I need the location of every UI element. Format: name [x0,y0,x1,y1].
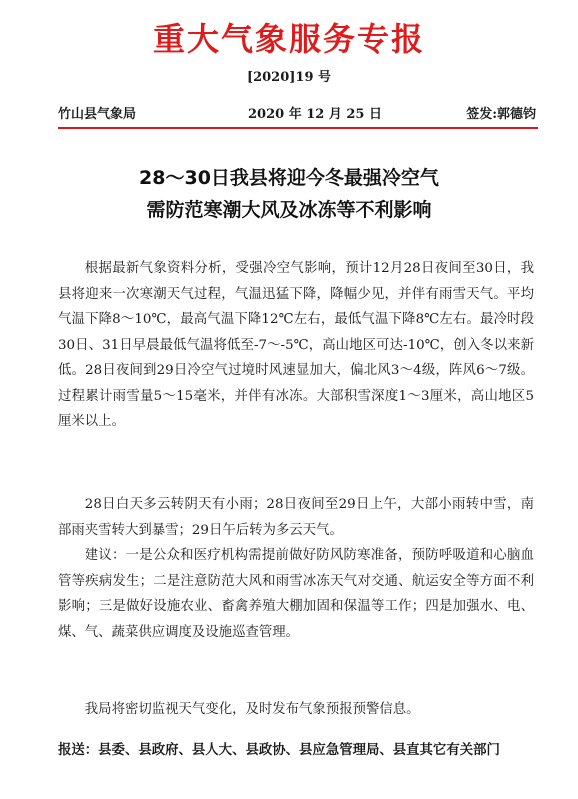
headline-line-1: 28～30日我县将迎今冬最强冷空气 [139,167,439,189]
distribution-list: 报送：县委、县政府、县人大、县政协、县应急管理局、县直其它有关部门 [58,742,500,758]
issuer-name: 竹山县气象局 [58,107,137,122]
document-number: [2020]19 号 [246,70,332,85]
body-paragraph-advice: 建议：一是公众和医疗机构需提前做好防风防寒准备，预防呼吸道和心脑血管等疾病发生；二是注意防范大风和雨雪冰冻天气对交通、航运安全等方面不利影响；三是做好设施农业、畜禽养殖大棚加固和保温等工作；四是加强水、电、煤、气、蔬菜供应调度及设施巡查管理。 [58,548,534,640]
body-paragraph-closing: 我局将密切监视天气变化，及时发布气象预报预警信息。 [84,702,420,717]
bulletin-title: 重大气象服务专报 [152,20,425,58]
headline-line-2: 需防范寒潮大风及冰冻等不利影响 [146,199,432,221]
signer: 签发:郭德钧 [466,107,536,122]
issue-date: 2020 年 12 月 25 日 [248,107,382,122]
body-paragraph-forecast: 根据最新气象资料分析，受强冷空气影响，预计12月28日夜间至30日，我县将迎来一次寒潮天气过程，气温迅猛下降，降幅少见，并伴有雨雪天气。平均气温下降8～10℃，最高气温下降12℃左右，最低气温下降8℃左右。最冷时段30日、31日早晨最低气温将低至-7～-5℃，高山地区可达-10℃，创入冬以来新低。28日夜间到29日冷空气过境时风速显加大，偏北风3～4级，阵风6～7级。过程累计雨雪量5～15毫米，并伴有冰冻。大部积雪深度1～3厘米，高山地区5厘米以上。 [58,261,534,429]
red-divider-line [58,127,538,129]
body-paragraph-timeline: 28日白天多云转阴天有小雨；28日夜间至29日上午，大部小雨转中雪，南部雨夹雪转大到暴雪；29日午后转为多云天气。 [58,497,534,538]
